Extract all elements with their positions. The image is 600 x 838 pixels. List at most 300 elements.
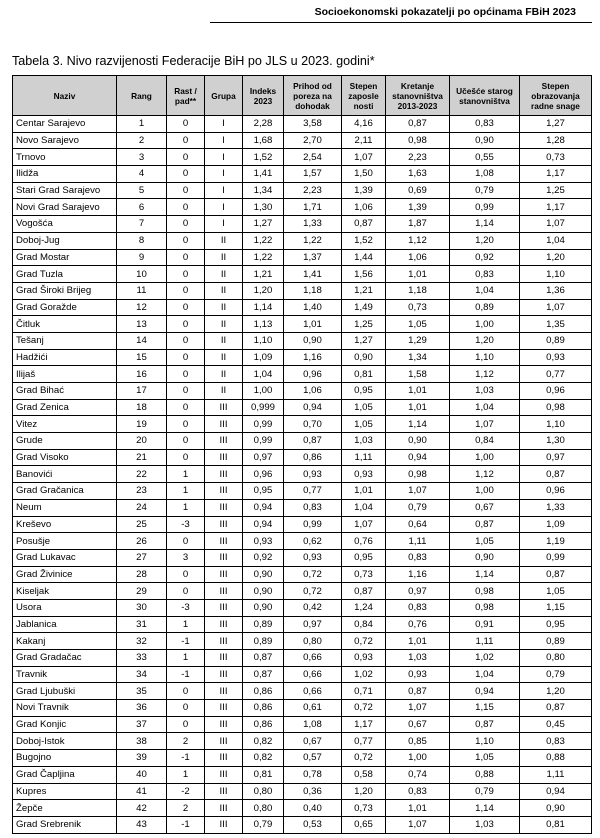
cell-rang: 7 xyxy=(117,216,167,233)
cell-rast-pad: 0 xyxy=(167,132,205,149)
cell-naziv: Hadžići xyxy=(13,349,117,366)
cell-rast-pad: 0 xyxy=(167,700,205,717)
table-row xyxy=(13,599,592,616)
cell-naziv: Grad Zenica xyxy=(13,399,117,416)
cell-prihod: 0,97 xyxy=(284,616,342,633)
cell-naziv: Jablanica xyxy=(13,616,117,633)
cell-prihod: 1,18 xyxy=(284,282,342,299)
cell-naziv: Grad Goražde xyxy=(13,299,117,316)
header-rule xyxy=(210,22,592,23)
table-row xyxy=(13,332,592,349)
cell-ucesce: 0,87 xyxy=(450,516,520,533)
cell-indeks: 0,93 xyxy=(243,533,284,550)
cell-grupa: III xyxy=(205,816,243,833)
cell-kretanje: 2,23 xyxy=(386,149,450,166)
cell-zaposlenost: 1,50 xyxy=(342,166,386,183)
table-row xyxy=(13,583,592,600)
cell-prihod: 0,86 xyxy=(284,449,342,466)
cell-grupa: III xyxy=(205,750,243,767)
cell-obrazovanje: 0,87 xyxy=(520,566,592,583)
table-row xyxy=(13,116,592,133)
cell-ucesce: 0,79 xyxy=(450,182,520,199)
table-row xyxy=(13,750,592,767)
table-row xyxy=(13,449,592,466)
cell-zaposlenost: 0,84 xyxy=(342,616,386,633)
cell-naziv: Čitluk xyxy=(13,316,117,333)
table-row xyxy=(13,483,592,500)
cell-rast-pad: -1 xyxy=(167,633,205,650)
cell-grupa: I xyxy=(205,199,243,216)
cell-naziv: Grad Gračanica xyxy=(13,483,117,500)
cell-grupa: II xyxy=(205,266,243,283)
cell-kretanje: 0,87 xyxy=(386,683,450,700)
cell-obrazovanje: 0,89 xyxy=(520,332,592,349)
cell-naziv: Grad Čapljina xyxy=(13,766,117,783)
cell-rast-pad: -1 xyxy=(167,816,205,833)
cell-obrazovanje: 0,95 xyxy=(520,616,592,633)
cell-kretanje: 0,98 xyxy=(386,466,450,483)
col-header-prihod: Prihod od poreza na dohodak xyxy=(284,76,342,116)
cell-kretanje: 0,83 xyxy=(386,783,450,800)
table-row xyxy=(13,683,592,700)
cell-rang: 20 xyxy=(117,433,167,450)
cell-ucesce: 1,04 xyxy=(450,666,520,683)
cell-ucesce: 0,87 xyxy=(450,716,520,733)
cell-kretanje: 1,14 xyxy=(386,416,450,433)
cell-prihod: 0,66 xyxy=(284,683,342,700)
table-row xyxy=(13,733,592,750)
table-row xyxy=(13,199,592,216)
cell-prihod: 0,57 xyxy=(284,750,342,767)
cell-ucesce: 1,08 xyxy=(450,166,520,183)
cell-ucesce: 1,03 xyxy=(450,816,520,833)
table-row xyxy=(13,166,592,183)
cell-obrazovanje: 0,96 xyxy=(520,483,592,500)
cell-ucesce: 1,03 xyxy=(450,383,520,400)
cell-grupa: III xyxy=(205,766,243,783)
table-row xyxy=(13,416,592,433)
col-header-zaposlenost: Stepen zaposle nosti xyxy=(342,76,386,116)
table-row xyxy=(13,182,592,199)
cell-naziv: Kakanj xyxy=(13,633,117,650)
cell-obrazovanje: 0,94 xyxy=(520,783,592,800)
cell-grupa: III xyxy=(205,583,243,600)
cell-kretanje: 1,01 xyxy=(386,399,450,416)
cell-kretanje: 1,01 xyxy=(386,383,450,400)
cell-obrazovanje: 1,04 xyxy=(520,232,592,249)
table-row xyxy=(13,249,592,266)
cell-prihod: 0,70 xyxy=(284,416,342,433)
cell-ucesce: 0,88 xyxy=(450,766,520,783)
cell-prihod: 0,93 xyxy=(284,549,342,566)
cell-kretanje: 1,05 xyxy=(386,316,450,333)
cell-indeks: 1,22 xyxy=(243,232,284,249)
cell-rang: 2 xyxy=(117,132,167,149)
cell-naziv: Žepče xyxy=(13,800,117,817)
cell-prihod: 0,72 xyxy=(284,583,342,600)
cell-grupa: I xyxy=(205,216,243,233)
cell-grupa: III xyxy=(205,633,243,650)
cell-indeks: 1,41 xyxy=(243,166,284,183)
cell-prihod: 0,66 xyxy=(284,666,342,683)
col-header-grupa: Grupa xyxy=(205,76,243,116)
cell-zaposlenost: 0,72 xyxy=(342,700,386,717)
cell-zaposlenost: 1,17 xyxy=(342,716,386,733)
cell-obrazovanje: 1,28 xyxy=(520,132,592,149)
cell-obrazovanje: 0,96 xyxy=(520,383,592,400)
cell-obrazovanje: 0,99 xyxy=(520,549,592,566)
table-row xyxy=(13,216,592,233)
cell-indeks: 1,22 xyxy=(243,249,284,266)
cell-rang: 14 xyxy=(117,332,167,349)
cell-ucesce: 1,05 xyxy=(450,750,520,767)
cell-rast-pad: 0 xyxy=(167,566,205,583)
cell-rang: 9 xyxy=(117,249,167,266)
table-title: Tabela 3. Nivo razvijenosti Federacije BiH po JLS u 2023. godini* xyxy=(12,54,375,68)
cell-rang: 13 xyxy=(117,316,167,333)
cell-zaposlenost: 4,16 xyxy=(342,116,386,133)
cell-grupa: II xyxy=(205,249,243,266)
cell-kretanje: 1,07 xyxy=(386,700,450,717)
cell-kretanje: 0,64 xyxy=(386,516,450,533)
cell-zaposlenost: 0,65 xyxy=(342,816,386,833)
table-row xyxy=(13,533,592,550)
cell-kretanje: 1,39 xyxy=(386,199,450,216)
cell-prihod: 1,08 xyxy=(284,716,342,733)
cell-zaposlenost: 1,03 xyxy=(342,433,386,450)
cell-ucesce: 1,00 xyxy=(450,316,520,333)
cell-ucesce: 0,67 xyxy=(450,499,520,516)
cell-naziv: Grad Mostar xyxy=(13,249,117,266)
cell-ucesce: 1,07 xyxy=(450,416,520,433)
cell-prihod: 1,37 xyxy=(284,249,342,266)
cell-prihod: 1,16 xyxy=(284,349,342,366)
cell-prihod: 0,90 xyxy=(284,332,342,349)
cell-ucesce: 0,99 xyxy=(450,199,520,216)
cell-indeks: 0,80 xyxy=(243,800,284,817)
cell-indeks: 1,34 xyxy=(243,182,284,199)
cell-ucesce: 0,92 xyxy=(450,249,520,266)
cell-obrazovanje: 0,81 xyxy=(520,816,592,833)
cell-rast-pad: 0 xyxy=(167,282,205,299)
cell-zaposlenost: 1,52 xyxy=(342,232,386,249)
cell-rang: 25 xyxy=(117,516,167,533)
cell-naziv: Grad Konjic xyxy=(13,716,117,733)
cell-rang: 29 xyxy=(117,583,167,600)
cell-rast-pad: 0 xyxy=(167,166,205,183)
table-header-row xyxy=(13,76,592,116)
cell-kretanje: 0,90 xyxy=(386,433,450,450)
table-row xyxy=(13,232,592,249)
cell-prihod: 1,01 xyxy=(284,316,342,333)
cell-zaposlenost: 0,72 xyxy=(342,750,386,767)
cell-rang: 18 xyxy=(117,399,167,416)
cell-grupa: III xyxy=(205,800,243,817)
cell-rast-pad: 0 xyxy=(167,366,205,383)
cell-zaposlenost: 0,58 xyxy=(342,766,386,783)
cell-zaposlenost: 1,05 xyxy=(342,399,386,416)
col-header-ucesce: Učešće starog stanovništva xyxy=(450,76,520,116)
cell-ucesce: 1,04 xyxy=(450,399,520,416)
cell-indeks: 1,68 xyxy=(243,132,284,149)
cell-obrazovanje: 1,09 xyxy=(520,516,592,533)
col-header-naziv: Naziv xyxy=(13,76,117,116)
cell-rang: 27 xyxy=(117,549,167,566)
cell-zaposlenost: 0,77 xyxy=(342,733,386,750)
cell-obrazovanje: 1,15 xyxy=(520,599,592,616)
cell-naziv: Vogošća xyxy=(13,216,117,233)
cell-prihod: 0,87 xyxy=(284,433,342,450)
cell-kretanje: 0,83 xyxy=(386,549,450,566)
cell-grupa: II xyxy=(205,299,243,316)
cell-rast-pad: -1 xyxy=(167,666,205,683)
cell-rast-pad: 1 xyxy=(167,766,205,783)
cell-ucesce: 0,98 xyxy=(450,583,520,600)
cell-naziv: Vitez xyxy=(13,416,117,433)
cell-indeks: 0,95 xyxy=(243,483,284,500)
cell-naziv: Ilijaš xyxy=(13,366,117,383)
cell-indeks: 0,87 xyxy=(243,650,284,667)
cell-prihod: 1,22 xyxy=(284,232,342,249)
cell-prihod: 1,57 xyxy=(284,166,342,183)
cell-zaposlenost: 1,11 xyxy=(342,449,386,466)
cell-grupa: II xyxy=(205,282,243,299)
cell-kretanje: 1,12 xyxy=(386,232,450,249)
cell-grupa: III xyxy=(205,449,243,466)
cell-prihod: 1,33 xyxy=(284,216,342,233)
cell-indeks: 1,20 xyxy=(243,282,284,299)
cell-zaposlenost: 0,87 xyxy=(342,216,386,233)
cell-rast-pad: 0 xyxy=(167,383,205,400)
cell-naziv: Trnovo xyxy=(13,149,117,166)
table-row xyxy=(13,816,592,833)
cell-zaposlenost: 1,24 xyxy=(342,599,386,616)
table-row xyxy=(13,266,592,283)
cell-prihod: 0,99 xyxy=(284,516,342,533)
cell-obrazovanje: 0,88 xyxy=(520,750,592,767)
cell-rast-pad: 0 xyxy=(167,232,205,249)
table-row xyxy=(13,549,592,566)
cell-naziv: Kreševo xyxy=(13,516,117,533)
cell-grupa: III xyxy=(205,616,243,633)
cell-rang: 37 xyxy=(117,716,167,733)
cell-rang: 4 xyxy=(117,166,167,183)
cell-rang: 42 xyxy=(117,800,167,817)
cell-prihod: 0,61 xyxy=(284,700,342,717)
cell-indeks: 1,21 xyxy=(243,266,284,283)
cell-naziv: Grad Živinice xyxy=(13,566,117,583)
table-row xyxy=(13,800,592,817)
cell-obrazovanje: 1,17 xyxy=(520,199,592,216)
cell-grupa: II xyxy=(205,383,243,400)
cell-kretanje: 1,01 xyxy=(386,633,450,650)
cell-prihod: 0,67 xyxy=(284,733,342,750)
table-row xyxy=(13,633,592,650)
cell-zaposlenost: 1,20 xyxy=(342,783,386,800)
cell-zaposlenost: 1,39 xyxy=(342,182,386,199)
cell-kretanje: 1,00 xyxy=(386,750,450,767)
cell-naziv: Grad Ljubuški xyxy=(13,683,117,700)
cell-obrazovanje: 1,30 xyxy=(520,433,592,450)
cell-ucesce: 1,00 xyxy=(450,449,520,466)
cell-zaposlenost: 0,93 xyxy=(342,650,386,667)
cell-rang: 41 xyxy=(117,783,167,800)
cell-rast-pad: 0 xyxy=(167,583,205,600)
cell-indeks: 0,94 xyxy=(243,499,284,516)
cell-zaposlenost: 1,01 xyxy=(342,483,386,500)
cell-indeks: 0,82 xyxy=(243,733,284,750)
cell-zaposlenost: 1,27 xyxy=(342,332,386,349)
cell-naziv: Grad Lukavac xyxy=(13,549,117,566)
cell-kretanje: 0,74 xyxy=(386,766,450,783)
cell-rast-pad: -2 xyxy=(167,783,205,800)
cell-rast-pad: 0 xyxy=(167,683,205,700)
table-row xyxy=(13,566,592,583)
cell-kretanje: 1,01 xyxy=(386,266,450,283)
cell-grupa: III xyxy=(205,716,243,733)
cell-rang: 32 xyxy=(117,633,167,650)
cell-prihod: 0,94 xyxy=(284,399,342,416)
cell-rang: 10 xyxy=(117,266,167,283)
cell-prihod: 2,70 xyxy=(284,132,342,149)
cell-rang: 35 xyxy=(117,683,167,700)
cell-naziv: Grad Visoko xyxy=(13,449,117,466)
table-row xyxy=(13,716,592,733)
cell-zaposlenost: 1,06 xyxy=(342,199,386,216)
cell-naziv: Stari Grad Sarajevo xyxy=(13,182,117,199)
cell-obrazovanje: 0,45 xyxy=(520,716,592,733)
cell-ucesce: 1,12 xyxy=(450,366,520,383)
cell-obrazovanje: 1,19 xyxy=(520,533,592,550)
cell-kretanje: 0,87 xyxy=(386,116,450,133)
cell-indeks: 0,99 xyxy=(243,433,284,450)
cell-indeks: 0,79 xyxy=(243,816,284,833)
cell-naziv: Grude xyxy=(13,433,117,450)
cell-ucesce: 0,83 xyxy=(450,116,520,133)
cell-grupa: II xyxy=(205,232,243,249)
cell-rast-pad: 0 xyxy=(167,433,205,450)
cell-ucesce: 0,90 xyxy=(450,549,520,566)
cell-rast-pad: 0 xyxy=(167,316,205,333)
cell-grupa: II xyxy=(205,349,243,366)
cell-rast-pad: 0 xyxy=(167,199,205,216)
cell-naziv: Grad Gradačac xyxy=(13,650,117,667)
cell-prihod: 0,96 xyxy=(284,366,342,383)
cell-prihod: 0,80 xyxy=(284,633,342,650)
cell-obrazovanje: 1,07 xyxy=(520,216,592,233)
cell-rast-pad: 0 xyxy=(167,416,205,433)
cell-rang: 43 xyxy=(117,816,167,833)
cell-naziv: Bugojno xyxy=(13,750,117,767)
cell-rast-pad: 0 xyxy=(167,349,205,366)
cell-naziv: Novi Grad Sarajevo xyxy=(13,199,117,216)
cell-indeks: 0,90 xyxy=(243,599,284,616)
table-row xyxy=(13,383,592,400)
cell-obrazovanje: 0,77 xyxy=(520,366,592,383)
cell-obrazovanje: 1,25 xyxy=(520,182,592,199)
cell-naziv: Banovići xyxy=(13,466,117,483)
cell-rang: 26 xyxy=(117,533,167,550)
cell-prihod: 0,42 xyxy=(284,599,342,616)
cell-ucesce: 0,79 xyxy=(450,783,520,800)
cell-prihod: 0,72 xyxy=(284,566,342,583)
cell-prihod: 3,58 xyxy=(284,116,342,133)
cell-prihod: 0,93 xyxy=(284,466,342,483)
cell-rast-pad: 0 xyxy=(167,449,205,466)
cell-zaposlenost: 0,90 xyxy=(342,349,386,366)
cell-kretanje: 1,16 xyxy=(386,566,450,583)
cell-rast-pad: 2 xyxy=(167,800,205,817)
cell-rast-pad: 0 xyxy=(167,149,205,166)
cell-zaposlenost: 1,25 xyxy=(342,316,386,333)
table-row xyxy=(13,650,592,667)
cell-grupa: II xyxy=(205,332,243,349)
cell-rang: 38 xyxy=(117,733,167,750)
cell-zaposlenost: 1,05 xyxy=(342,416,386,433)
cell-obrazovanje: 1,20 xyxy=(520,249,592,266)
cell-zaposlenost: 0,81 xyxy=(342,366,386,383)
cell-kretanje: 0,93 xyxy=(386,666,450,683)
cell-indeks: 0,99 xyxy=(243,416,284,433)
cell-zaposlenost: 0,73 xyxy=(342,566,386,583)
table-row xyxy=(13,700,592,717)
running-title: Socioekonomski pokazatelji po općinama FBiH 2023 xyxy=(314,6,576,18)
cell-naziv: Travnik xyxy=(13,666,117,683)
cell-zaposlenost: 0,95 xyxy=(342,383,386,400)
cell-indeks: 1,10 xyxy=(243,332,284,349)
cell-ucesce: 0,83 xyxy=(450,266,520,283)
cell-rast-pad: 1 xyxy=(167,466,205,483)
cell-ucesce: 1,20 xyxy=(450,332,520,349)
cell-indeks: 1,00 xyxy=(243,383,284,400)
cell-kretanje: 1,06 xyxy=(386,249,450,266)
cell-grupa: III xyxy=(205,700,243,717)
cell-kretanje: 0,98 xyxy=(386,132,450,149)
cell-prihod: 0,36 xyxy=(284,783,342,800)
cell-prihod: 0,77 xyxy=(284,483,342,500)
cell-ucesce: 1,05 xyxy=(450,533,520,550)
cell-obrazovanje: 1,11 xyxy=(520,766,592,783)
cell-rang: 19 xyxy=(117,416,167,433)
table-row xyxy=(13,132,592,149)
cell-naziv: Grad Široki Brijeg xyxy=(13,282,117,299)
cell-rast-pad: 0 xyxy=(167,116,205,133)
cell-ucesce: 1,04 xyxy=(450,282,520,299)
cell-zaposlenost: 2,11 xyxy=(342,132,386,149)
cell-grupa: III xyxy=(205,466,243,483)
cell-rast-pad: 0 xyxy=(167,216,205,233)
cell-grupa: III xyxy=(205,783,243,800)
cell-naziv: Tešanj xyxy=(13,332,117,349)
cell-grupa: I xyxy=(205,132,243,149)
cell-naziv: Neum xyxy=(13,499,117,516)
cell-naziv: Doboj-Jug xyxy=(13,232,117,249)
cell-naziv: Ilidža xyxy=(13,166,117,183)
cell-grupa: III xyxy=(205,533,243,550)
col-header-rast-pad: Rast / pad** xyxy=(167,76,205,116)
col-header-rang: Rang xyxy=(117,76,167,116)
cell-rang: 22 xyxy=(117,466,167,483)
cell-ucesce: 1,15 xyxy=(450,700,520,717)
cell-obrazovanje: 0,89 xyxy=(520,633,592,650)
cell-kretanje: 0,85 xyxy=(386,733,450,750)
cell-indeks: 1,14 xyxy=(243,299,284,316)
cell-naziv: Grad Tuzla xyxy=(13,266,117,283)
cell-rang: 23 xyxy=(117,483,167,500)
cell-prihod: 0,78 xyxy=(284,766,342,783)
cell-indeks: 0,81 xyxy=(243,766,284,783)
cell-rast-pad: 0 xyxy=(167,266,205,283)
